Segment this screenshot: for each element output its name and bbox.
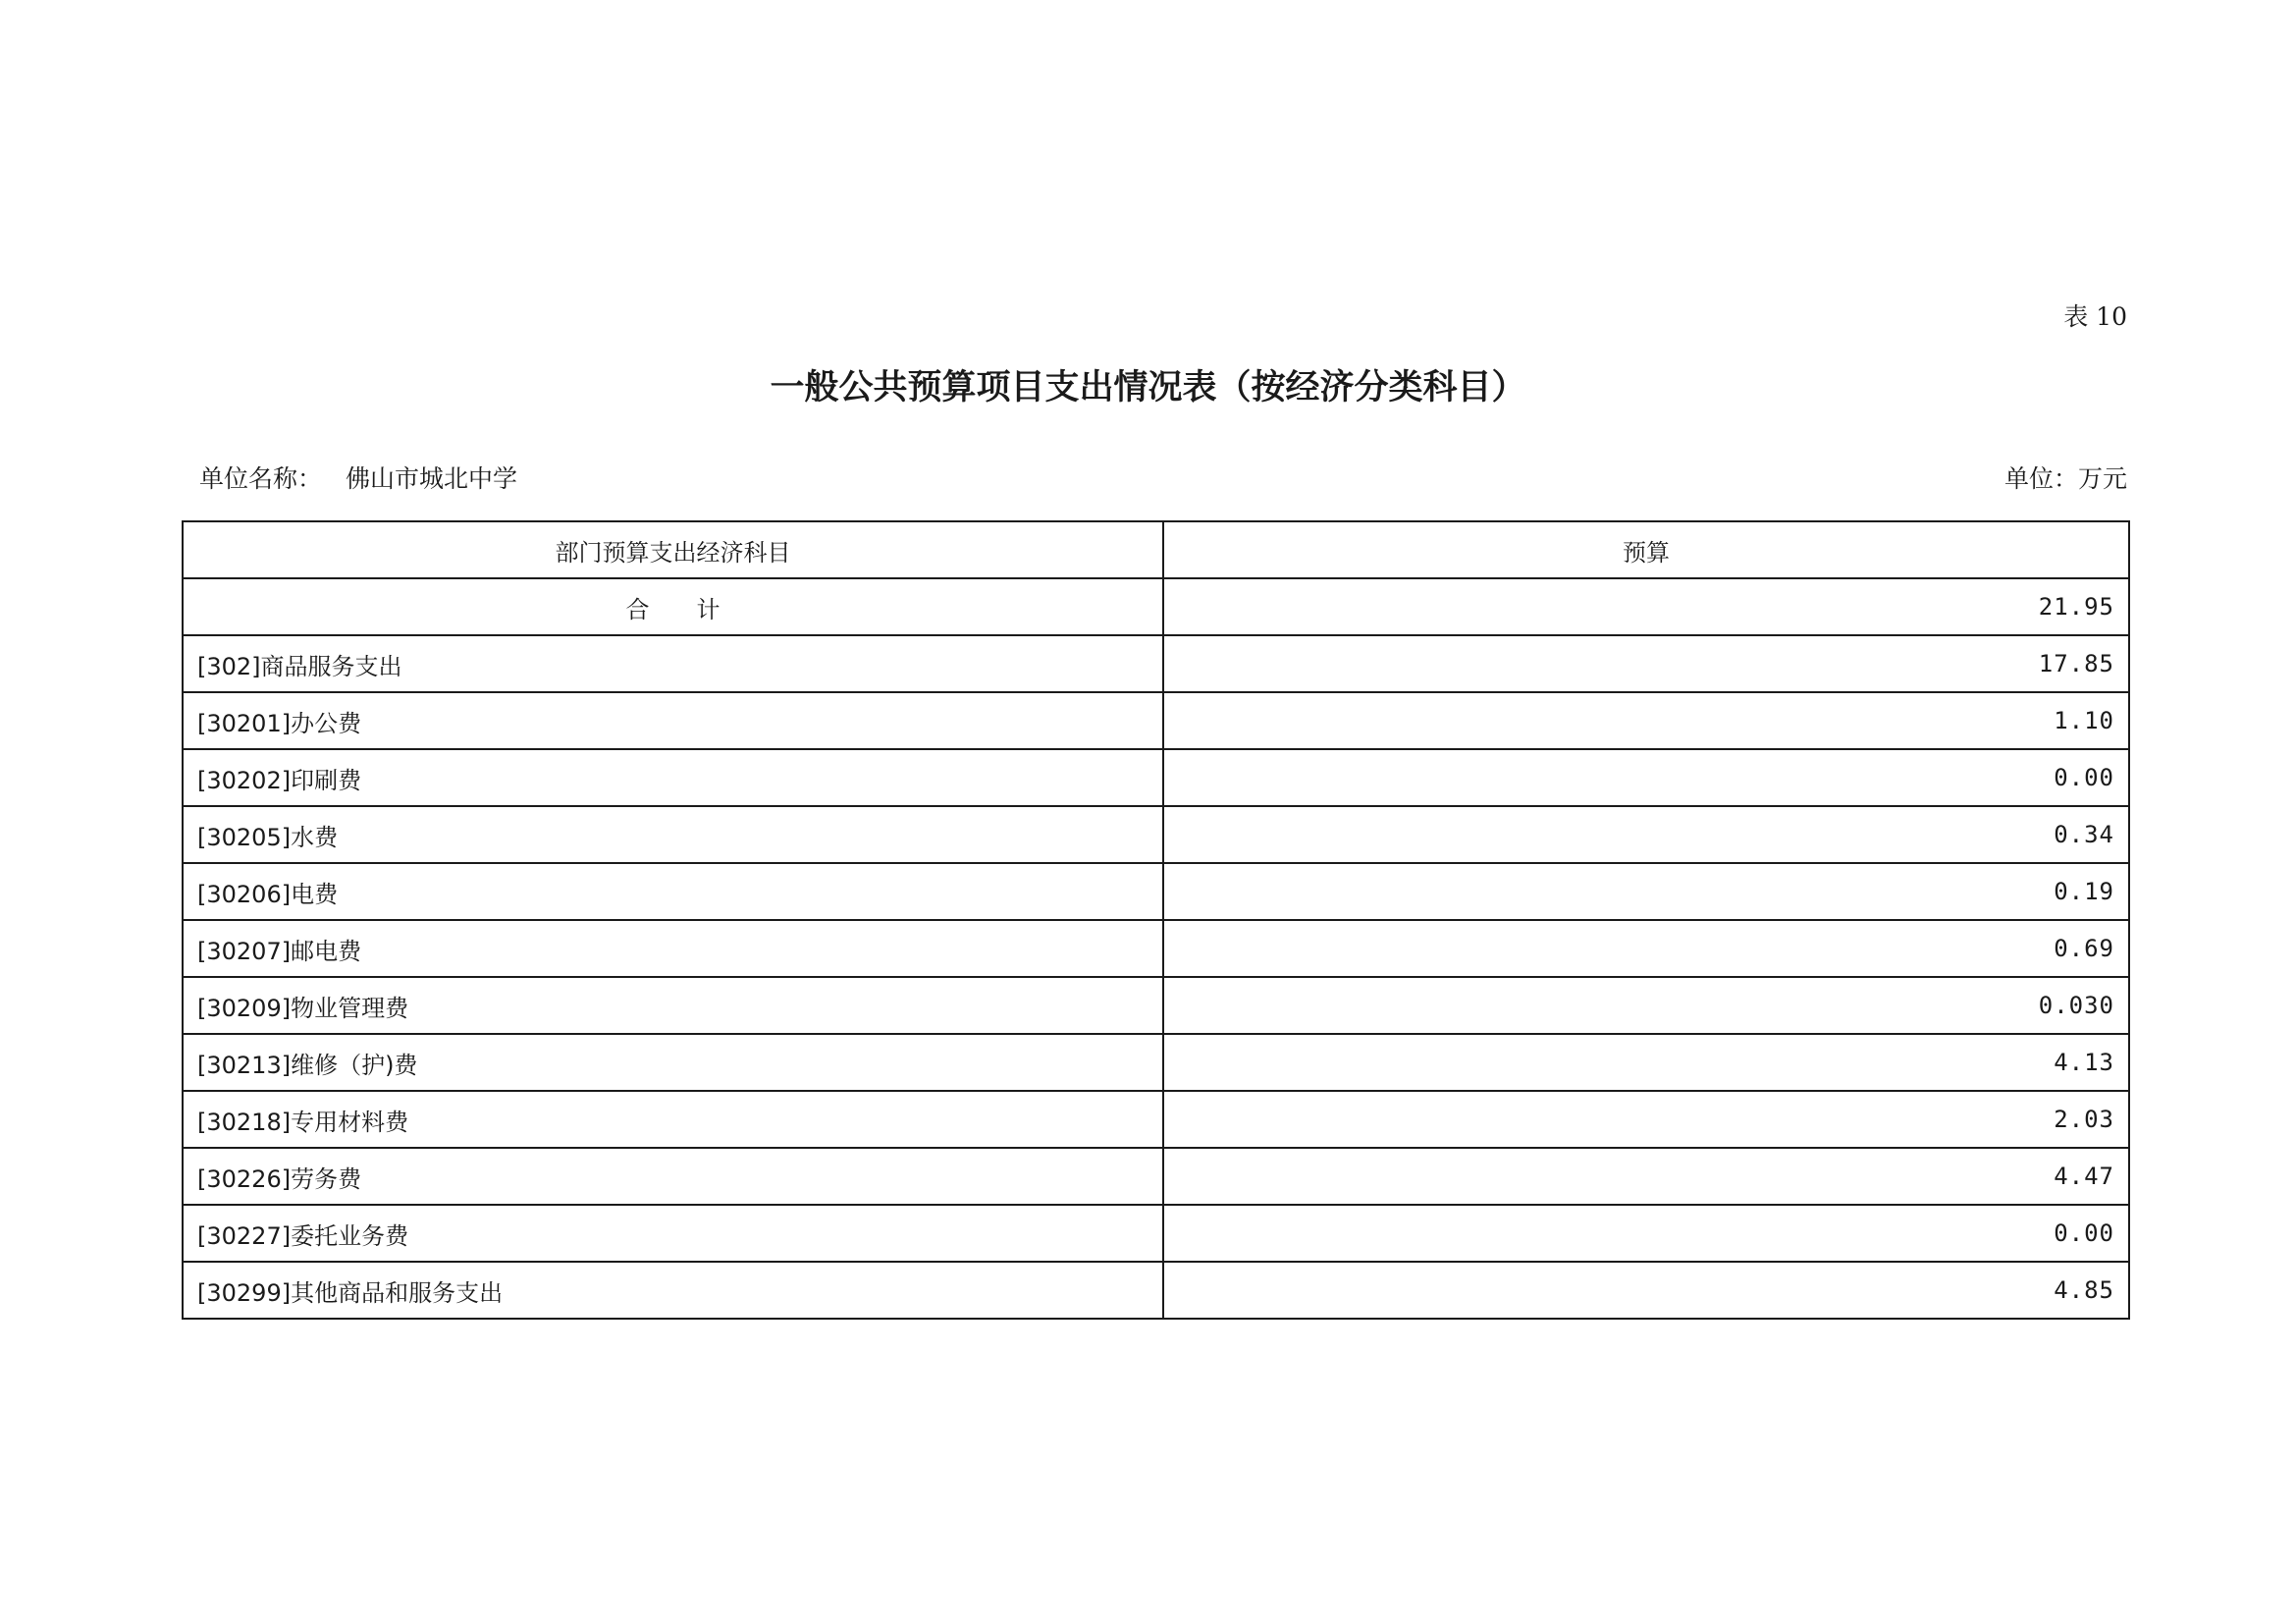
row-amount: 4.47 xyxy=(1163,1148,2129,1205)
table-row xyxy=(183,863,2129,920)
row-amount: 0.19 xyxy=(1163,863,2129,920)
row-item: [30205]水费 xyxy=(183,806,1163,863)
budget-table xyxy=(182,520,2130,1320)
table-row xyxy=(183,806,2129,863)
table-row xyxy=(183,977,2129,1034)
row-item: [30218]专用材料费 xyxy=(183,1091,1163,1148)
table-number: 表 10 xyxy=(2063,302,2127,331)
unit-name xyxy=(199,460,517,499)
page-title: 一般公共预算项目支出情况表（按经济分类科目） xyxy=(770,368,1526,407)
unit-name-value: 佛山市城北中学 xyxy=(346,464,518,493)
row-item: [30206]电费 xyxy=(183,863,1163,920)
meta-row xyxy=(199,460,2127,499)
table-row xyxy=(183,920,2129,977)
row-amount: 0.00 xyxy=(1163,749,2129,806)
row-amount: 0.030 xyxy=(1163,977,2129,1034)
row-amount: 0.00 xyxy=(1163,1205,2129,1262)
row-amount: 1.10 xyxy=(1163,692,2129,749)
total-amount: 21.95 xyxy=(1163,578,2129,635)
row-item: [302]商品服务支出 xyxy=(183,635,1163,692)
total-label: 合 计 xyxy=(183,578,1163,635)
table-row xyxy=(183,1091,2129,1148)
table-header-row xyxy=(183,521,2129,578)
row-amount: 4.13 xyxy=(1163,1034,2129,1091)
row-amount: 0.69 xyxy=(1163,920,2129,977)
row-item: [30226]劳务费 xyxy=(183,1148,1163,1205)
table-row xyxy=(183,1148,2129,1205)
table-row xyxy=(183,749,2129,806)
row-item: [30201]办公费 xyxy=(183,692,1163,749)
row-item: [30207]邮电费 xyxy=(183,920,1163,977)
table-row xyxy=(183,1262,2129,1319)
column-header-subject: 部门预算支出经济科目 xyxy=(183,521,1163,578)
row-amount: 4.85 xyxy=(1163,1262,2129,1319)
row-item: [30209]物业管理费 xyxy=(183,977,1163,1034)
row-amount: 17.85 xyxy=(1163,635,2129,692)
column-header-budget: 预算 xyxy=(1163,521,2129,578)
table-row xyxy=(183,1034,2129,1091)
total-row xyxy=(183,578,2129,635)
table-row xyxy=(183,692,2129,749)
row-item: [30202]印刷费 xyxy=(183,749,1163,806)
row-item: [30299]其他商品和服务支出 xyxy=(183,1262,1163,1319)
table-row xyxy=(183,1205,2129,1262)
row-item: [30227]委托业务费 xyxy=(183,1205,1163,1262)
row-amount: 2.03 xyxy=(1163,1091,2129,1148)
unit-name-label: 单位名称： xyxy=(199,464,323,493)
unit-measure: 单位：万元 xyxy=(2003,464,2127,493)
table-row xyxy=(183,635,2129,692)
row-item: [30213]维修（护)费 xyxy=(183,1034,1163,1091)
row-amount: 0.34 xyxy=(1163,806,2129,863)
